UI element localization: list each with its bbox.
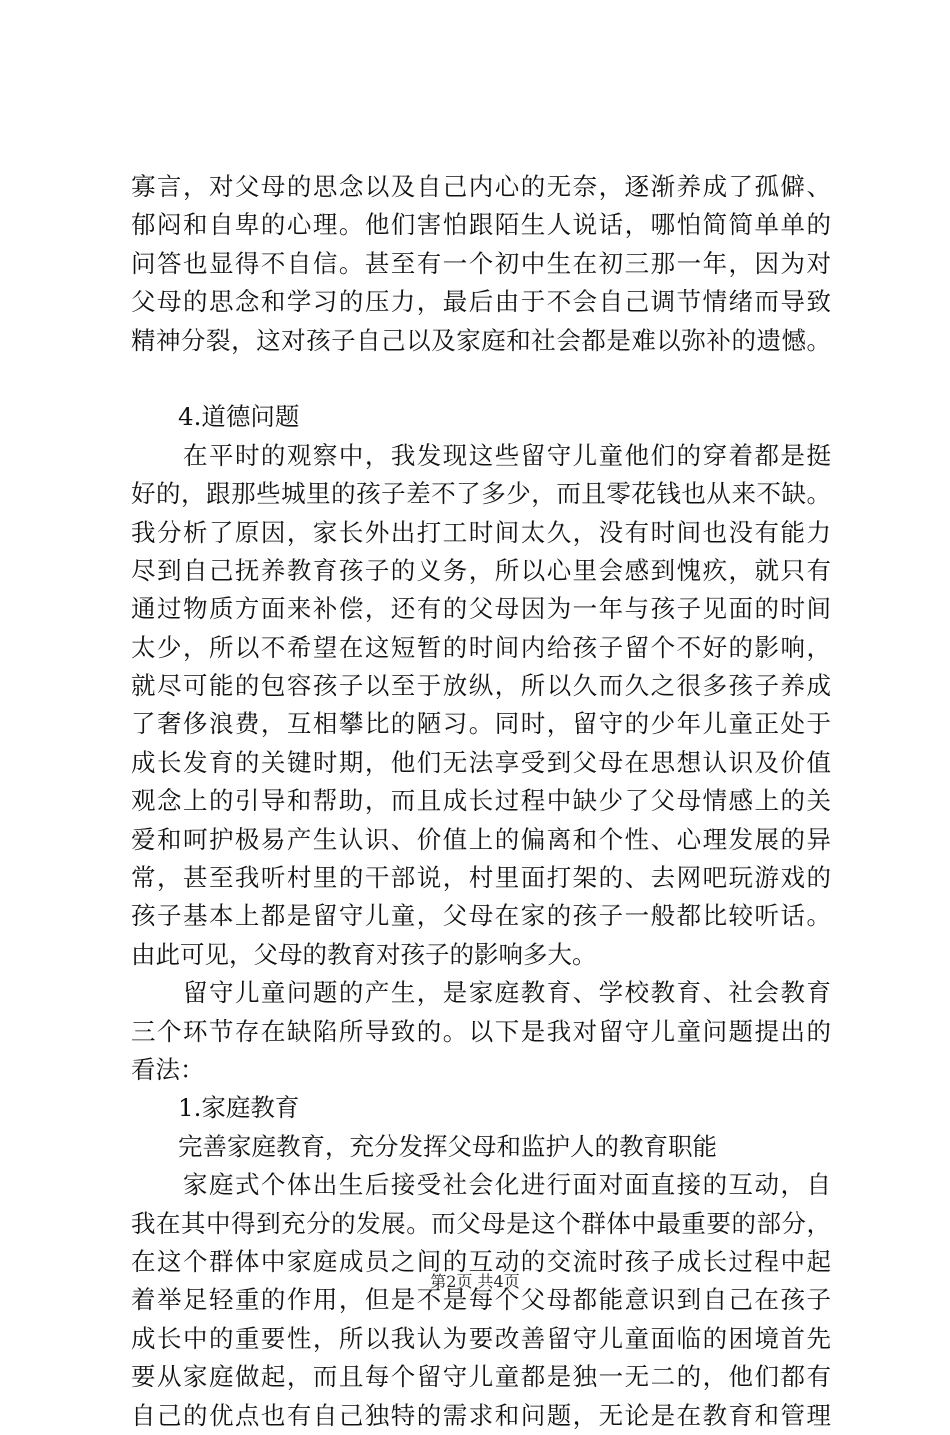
subheading: 完善家庭教育，充分发挥父母和监护人的教育职能	[178, 1131, 717, 1161]
text-line: 着举足轻重的作用，但是不是每个父母都能意识到自己在孩子	[131, 1285, 831, 1315]
text-line: 通过物质方面来补偿，还有的父母因为一年与孩子见面的时间	[131, 594, 831, 624]
text-line: 成长发育的关键时期，他们无法享受到父母在思想认识及价值	[131, 747, 831, 777]
text-line: 精神分裂，这对孩子自己以及家庭和社会都是难以弥补的遗憾。	[131, 325, 831, 355]
text-line: 就尽可能的包容孩子以至于放纵，所以久而久之很多孩子养成	[131, 671, 831, 701]
text-line: 太少，所以不希望在这短暂的时间内给孩子留个不好的影响，	[131, 632, 831, 662]
text-line: 在平时的观察中，我发现这些留守儿童他们的穿着都是挺	[183, 440, 831, 470]
text-line: 观念上的引导和帮助，而且成长过程中缺少了父母情感上的关	[131, 786, 831, 816]
page-number: 第2页 共4页	[430, 1272, 520, 1291]
text-line: 爱和呵护极易产生认识、价值上的偏离和个性、心理发展的异	[131, 824, 831, 854]
section-heading: 4.道德问题	[178, 402, 300, 432]
document-body	[131, 168, 831, 1435]
text-line: 在这个群体中家庭成员之间的互动的交流时孩子成长过程中起	[131, 1246, 831, 1276]
text-line: 常，甚至我听村里的干部说，村里面打架的、去网吧玩游戏的	[131, 863, 831, 893]
text-line: 要从家庭做起，而且每个留守儿童都是独一无二的，他们都有	[131, 1362, 831, 1392]
text-line: 了奢侈浪费，互相攀比的陋习。同时，留守的少年儿童正处于	[131, 709, 831, 739]
text-line: 家庭式个体出生后接受社会化进行面对面直接的互动，自	[183, 1170, 831, 1200]
section-heading: 1.家庭教育	[178, 1093, 300, 1123]
text-line: 寡言，对父母的思念以及自己内心的无奈，逐渐养成了孤僻、	[131, 172, 831, 201]
text-line: 成长中的重要性，所以我认为要改善留守儿童面临的困境首先	[131, 1323, 831, 1353]
text-line: 我在其中得到充分的发展。而父母是这个群体中最重要的部分，	[131, 1208, 831, 1238]
text-line: 好的，跟那些城里的孩子差不了多少，而且零花钱也从来不缺。	[131, 479, 831, 509]
text-line: 三个环节存在缺陷所导致的。以下是我对留守儿童问题提出的	[131, 1016, 831, 1046]
text-line: 看法：	[131, 1054, 205, 1084]
text-line: 自己的优点也有自己独特的需求和问题，无论是在教育和管理	[131, 1400, 831, 1430]
text-line: 我分析了原因，家长外出打工时间太久，没有时间也没有能力	[131, 517, 831, 547]
paragraph-spacer	[131, 360, 831, 398]
text-line: 孩子基本上都是留守儿童，父母在家的孩子一般都比较听话。	[131, 901, 831, 931]
text-line: 问答也显得不自信。甚至有一个初中生在初三那一年，因为对	[131, 248, 831, 278]
text-line: 尽到自己抚养教育孩子的义务，所以心里会感到愧疚，就只有	[131, 555, 831, 585]
text-line: 由此可见，父母的教育对孩子的影响多大。	[131, 939, 597, 969]
text-line: 父母的思念和学习的压力，最后由于不会自己调节情绪而导致	[131, 287, 831, 317]
text-line: 郁闷和自卑的心理。他们害怕跟陌生人说话，哪怕简简单单的	[131, 210, 831, 240]
text-line: 留守儿童问题的产生，是家庭教育、学校教育、社会教育	[183, 978, 831, 1008]
